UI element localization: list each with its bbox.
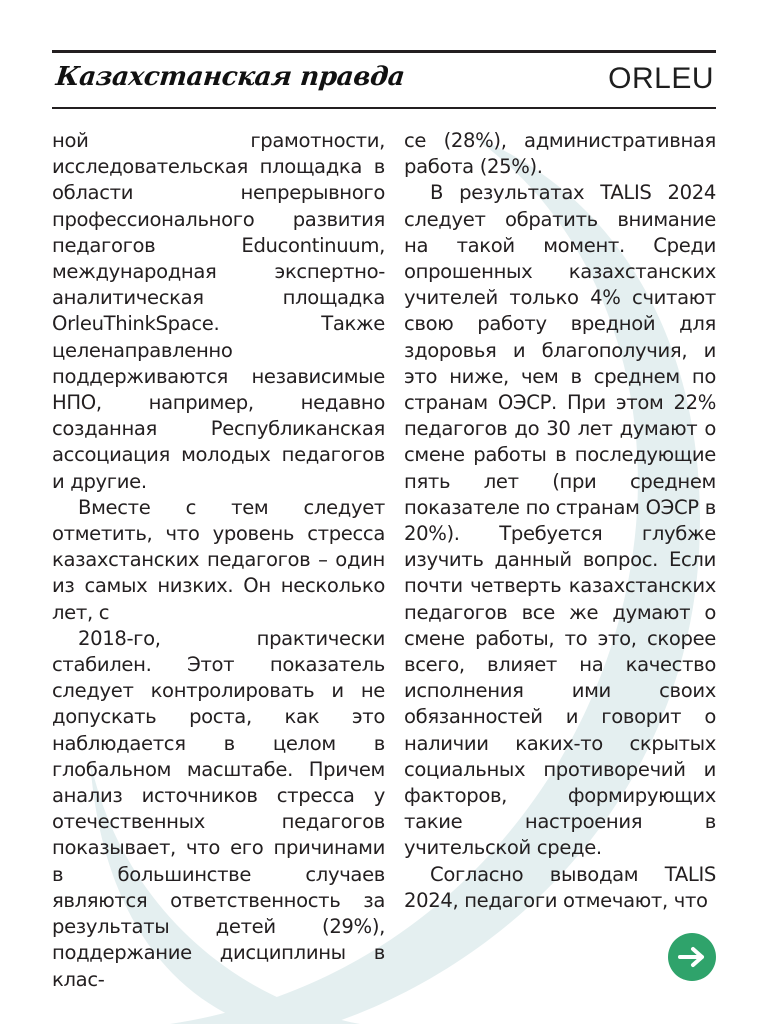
paragraph: В результатах TALIS 2024 следует обратить внимание на такой момент. Среди опрошенных казахстанских учителей только 4% считают свою работу вредной для здоровья и благополучия, и это ниже, чем в среднем по странам ОЭСР. При этом 22% педагогов до 30 лет думают о смене работы в последующие пять лет (при среднем показателе по странам ОЭСР в 20%). Требуется глубже изучить данный вопрос. Если почти четверть казахстанских педагогов все же думают о смене работы, то это, скорее всего, влияет на качество исполнения ими своих обязанностей и говорит о наличии каких-то скрытых социальных противоречий и факторов, формирующих такие настроения в учительской среде. — [404, 181, 716, 860]
paragraph: се (28%), административная работа (25%). — [404, 129, 716, 179]
arrow-right-icon — [677, 946, 707, 968]
article-column-right — [404, 128, 716, 914]
next-page-button[interactable] — [668, 933, 716, 981]
paragraph: Вместе с тем следует отметить, что уровень стресса казахстанских педагогов – один из самых низких. Он несколько лет, с — [52, 495, 385, 624]
newspaper-masthead: Казахстанская правда — [54, 62, 407, 92]
orleu-logo: ORLEU — [608, 62, 714, 95]
paragraph: Согласно выводам TALIS 2024, педагоги отмечают, что — [404, 862, 716, 912]
header-top-rule — [52, 50, 716, 53]
paragraph: ной грамотности, исследовательская площадка в области непрерывного профессионального развития педагогов Educontinuum, международная экспертно-аналитическая площадка OrleuThinkSpace. Также целенаправленно поддерживаются независимые НПО, например, недавно созданная Республиканская ассоциация молодых педагогов и другие. — [52, 129, 385, 493]
article-column-left — [52, 128, 385, 993]
header-bottom-rule — [52, 107, 716, 109]
paragraph: 2018-го, практически стабилен. Этот показатель следует контролировать и не допускать роста, как это наблюдается в целом в глобальном масштабе. Причем анализ источников стресса у отечественных педагогов показывает, что его причинами в большинстве случаев являются ответственность за результаты детей (29%), поддержание дисциплины в клас- — [52, 626, 385, 991]
